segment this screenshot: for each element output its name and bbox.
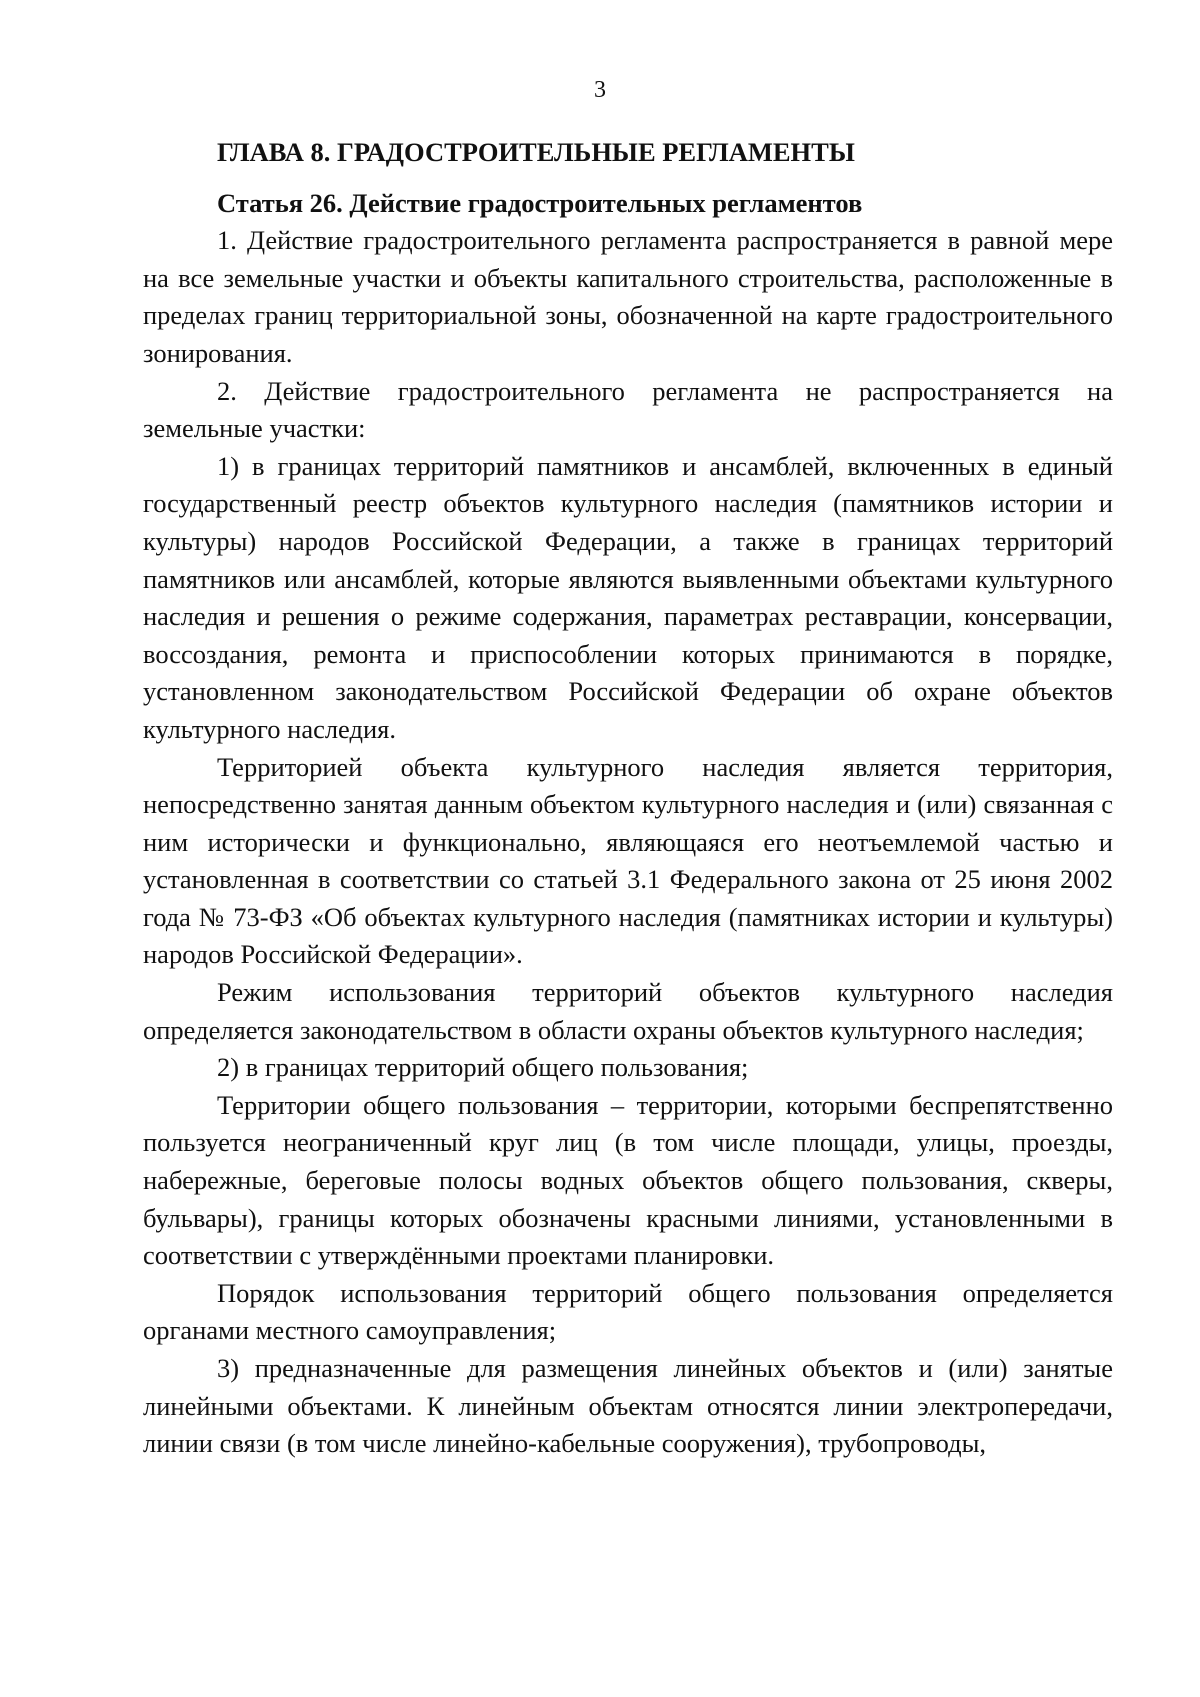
- paragraph-1: 1. Действие градостроительного регламента распространяется в равной мере на все земельные участки и объекты капитального строительства, расположенные в пределах границ территориальной зоны, обозначенной на карте градостроительного зонирования.: [143, 225, 1113, 368]
- paragraph-4: Территорией объекта культурного наследия является территория, непосредственно занятая данным объектом культурного наследия и (или) связанная с ним исторически и функционально, являющаяся его неотъемлемой частью и установленная в соответствии со статьей 3.1 Федерального закона от 25 июня 2002 года № 73-ФЗ «Об объектах культурного наследия (памятниках истории и культуры) народов Российской Федерации».: [143, 751, 1113, 970]
- paragraph-7: Территории общего пользования – территории, которыми беспрепятственно пользуется неограниченный круг лиц (в том числе площади, улицы, проезды, набережные, береговые полосы водных объектов общего пользования, скверы, бульвары), границы которых обозначены красными линиями, установленными в соответствии с утверждёнными проектами планировки.: [143, 1089, 1113, 1271]
- document-body: [143, 134, 1113, 1463]
- paragraph-5: Режим использования территорий объектов культурного наследия определяется законодательством в области охраны объектов культурного наследия;: [143, 977, 1113, 1045]
- paragraph-8: Порядок использования территорий общего пользования определяется органами местного самоуправления;: [143, 1277, 1113, 1346]
- paragraph-6: 2) в границах территорий общего пользования;: [217, 1052, 749, 1083]
- paragraph-3: 1) в границах территорий памятников и ансамблей, включенных в единый государственный реестр объектов культурного наследия (памятников истории и культуры) народов Российской Федерации, а также в границах территорий памятников или ансамблей, которые являются выявленными объектами культурного наследия и решения о режиме содержания, параметрах реставрации, консервации, воссоздания, ремонта и приспособлении которых принимаются в порядке, установленном законодательством Российской Федерации об охране объектов культурного наследия.: [143, 450, 1113, 744]
- chapter-title: ГЛАВА 8. ГРАДОСТРОИТЕЛЬНЫЕ РЕГЛАМЕНТЫ: [217, 137, 855, 167]
- article-title: Статья 26. Действие градостроительных регламентов: [217, 187, 863, 218]
- paragraph-2: 2. Действие градостроительного регламента не распространяется на земельные участки:: [143, 375, 1113, 444]
- paragraph-9: 3) предназначенные для размещения линейных объектов и (или) занятые линейными объектами. К линейным объектам относятся линии электропередачи, линии связи (в том числе линейно-кабельные сооружения), трубопроводы,: [143, 1353, 1113, 1459]
- page-number: 3: [594, 77, 606, 103]
